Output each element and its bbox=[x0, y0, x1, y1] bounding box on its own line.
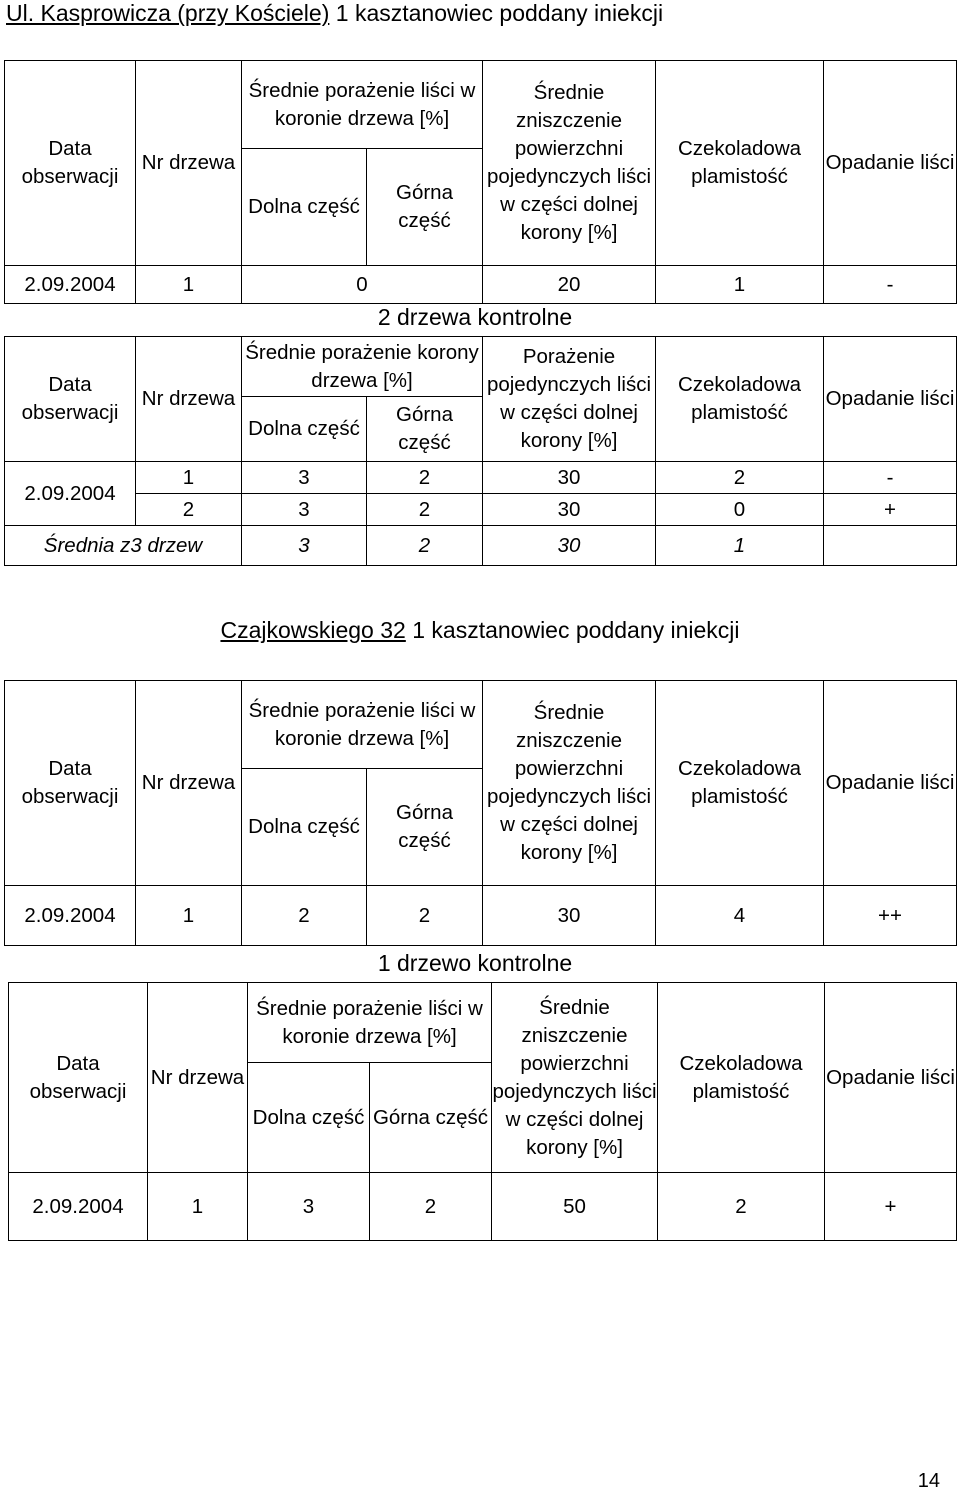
cell-destruction: 30 bbox=[483, 462, 656, 494]
avg-empty bbox=[824, 526, 957, 566]
table-control1 bbox=[4, 336, 957, 566]
cell-lower: 3 bbox=[248, 1173, 370, 1241]
section2-street: Czajkowskiego 32 bbox=[220, 617, 406, 643]
table-czajkowskiego bbox=[4, 680, 957, 946]
header-infection-lower: Porażenie pojedynczych liści w części dolnej korony [%] bbox=[483, 337, 656, 462]
header-upper: Górna część bbox=[370, 1063, 492, 1173]
header-lower: Dolna część bbox=[248, 1063, 370, 1173]
cell-nr: 1 bbox=[136, 266, 242, 304]
header-lower: Dolna część bbox=[242, 149, 367, 266]
header-tree-no: Nr drzewa bbox=[148, 983, 248, 1173]
header-chocolate: Czekoladowa plamistość bbox=[656, 337, 824, 462]
cell-lower: 0 bbox=[242, 266, 483, 304]
header-chocolate: Czekoladowa plamistość bbox=[658, 983, 825, 1173]
header-lower: Dolna część bbox=[242, 397, 367, 462]
control2-title: 1 drzewo kontrolne bbox=[377, 950, 573, 976]
cell-destruction: 20 bbox=[483, 266, 656, 304]
header-leaf-fall: Opadanie liści bbox=[824, 337, 957, 462]
section2-title bbox=[0, 617, 960, 644]
cell-date: 2.09.2004 bbox=[5, 886, 136, 946]
header-avg-crown: Średnie porażenie liści w koronie drzewa [%] bbox=[248, 983, 492, 1063]
avg-chocolate: 1 bbox=[656, 526, 824, 566]
cell-chocolate: 2 bbox=[658, 1173, 825, 1241]
cell-leaf-fall: - bbox=[824, 462, 957, 494]
header-avg-destruction: Średnie zniszczenie powierzchni pojedynczych liści w części dolnej korony [%] bbox=[492, 983, 658, 1173]
header-date: Data obserwacji bbox=[5, 337, 136, 462]
cell-date: 2.09.2004 bbox=[9, 1173, 148, 1241]
table-control2 bbox=[8, 982, 957, 1241]
header-leaf-fall: Opadanie liści bbox=[824, 681, 957, 886]
section1-subtitle: 1 kasztanowiec poddany iniekcji bbox=[329, 0, 664, 26]
cell-upper: 2 bbox=[367, 886, 483, 946]
header-tree-no: Nr drzewa bbox=[136, 681, 242, 886]
cell-nr: 1 bbox=[136, 462, 242, 494]
avg-lower: 3 bbox=[242, 526, 367, 566]
cell-nr: 2 bbox=[136, 494, 242, 526]
avg-upper: 2 bbox=[367, 526, 483, 566]
header-lower: Dolna część bbox=[242, 769, 367, 886]
header-date: Data obserwacji bbox=[9, 983, 148, 1173]
header-tree-no: Nr drzewa bbox=[136, 61, 242, 266]
cell-chocolate: 0 bbox=[656, 494, 824, 526]
cell-destruction: 30 bbox=[483, 494, 656, 526]
cell-nr: 1 bbox=[148, 1173, 248, 1241]
section1-street: Ul. Kasprowicza (przy Kościele) bbox=[6, 0, 330, 26]
cell-upper: 2 bbox=[367, 494, 483, 526]
cell-chocolate: 4 bbox=[656, 886, 824, 946]
cell-lower: 3 bbox=[242, 462, 367, 494]
cell-lower: 2 bbox=[242, 886, 367, 946]
cell-leaf-fall: + bbox=[824, 494, 957, 526]
cell-leaf-fall: + bbox=[825, 1173, 957, 1241]
header-avg-destruction: Średnie zniszczenie powierzchni pojedynczych liści w części dolnej korony [%] bbox=[483, 61, 656, 266]
header-avg-crown: Średnie porażenie korony drzewa [%] bbox=[242, 337, 483, 397]
cell-leaf-fall: - bbox=[824, 266, 957, 304]
header-date: Data obserwacji bbox=[5, 61, 136, 266]
header-tree-no: Nr drzewa bbox=[136, 337, 242, 462]
cell-leaf-fall: ++ bbox=[824, 886, 957, 946]
cell-destruction: 50 bbox=[492, 1173, 658, 1241]
section2-subtitle: 1 kasztanowiec poddany iniekcji bbox=[405, 617, 740, 643]
header-leaf-fall: Opadanie liści bbox=[824, 61, 957, 266]
cell-destruction: 30 bbox=[483, 886, 656, 946]
cell-lower: 3 bbox=[242, 494, 367, 526]
cell-chocolate: 2 bbox=[656, 462, 824, 494]
header-avg-destruction: Średnie zniszczenie powierzchni pojedynczych liści w części dolnej korony [%] bbox=[483, 681, 656, 886]
header-upper: Górna część bbox=[367, 397, 483, 462]
cell-upper: 2 bbox=[367, 462, 483, 494]
cell-chocolate: 1 bbox=[656, 266, 824, 304]
avg-label: Średnia z3 drzew bbox=[5, 526, 242, 566]
header-chocolate: Czekoladowa plamistość bbox=[656, 61, 824, 266]
header-date: Data obserwacji bbox=[5, 681, 136, 886]
page-number: 14 bbox=[917, 1470, 940, 1492]
table-kasprowicza bbox=[4, 60, 957, 304]
cell-date: 2.09.2004 bbox=[5, 462, 136, 526]
cell-nr: 1 bbox=[136, 886, 242, 946]
avg-destruction: 30 bbox=[483, 526, 656, 566]
header-avg-crown: Średnie porażenie liści w koronie drzewa [%] bbox=[242, 61, 483, 149]
header-upper: Górna część bbox=[367, 149, 483, 266]
header-avg-crown: Średnie porażenie liści w koronie drzewa [%] bbox=[242, 681, 483, 769]
section1-title bbox=[6, 0, 946, 27]
header-chocolate: Czekoladowa plamistość bbox=[656, 681, 824, 886]
header-upper: Górna część bbox=[367, 769, 483, 886]
cell-upper: 2 bbox=[370, 1173, 492, 1241]
cell-date: 2.09.2004 bbox=[5, 266, 136, 304]
header-leaf-fall: Opadanie liści bbox=[825, 983, 957, 1173]
control1-title: 2 drzewa kontrolne bbox=[377, 304, 573, 330]
